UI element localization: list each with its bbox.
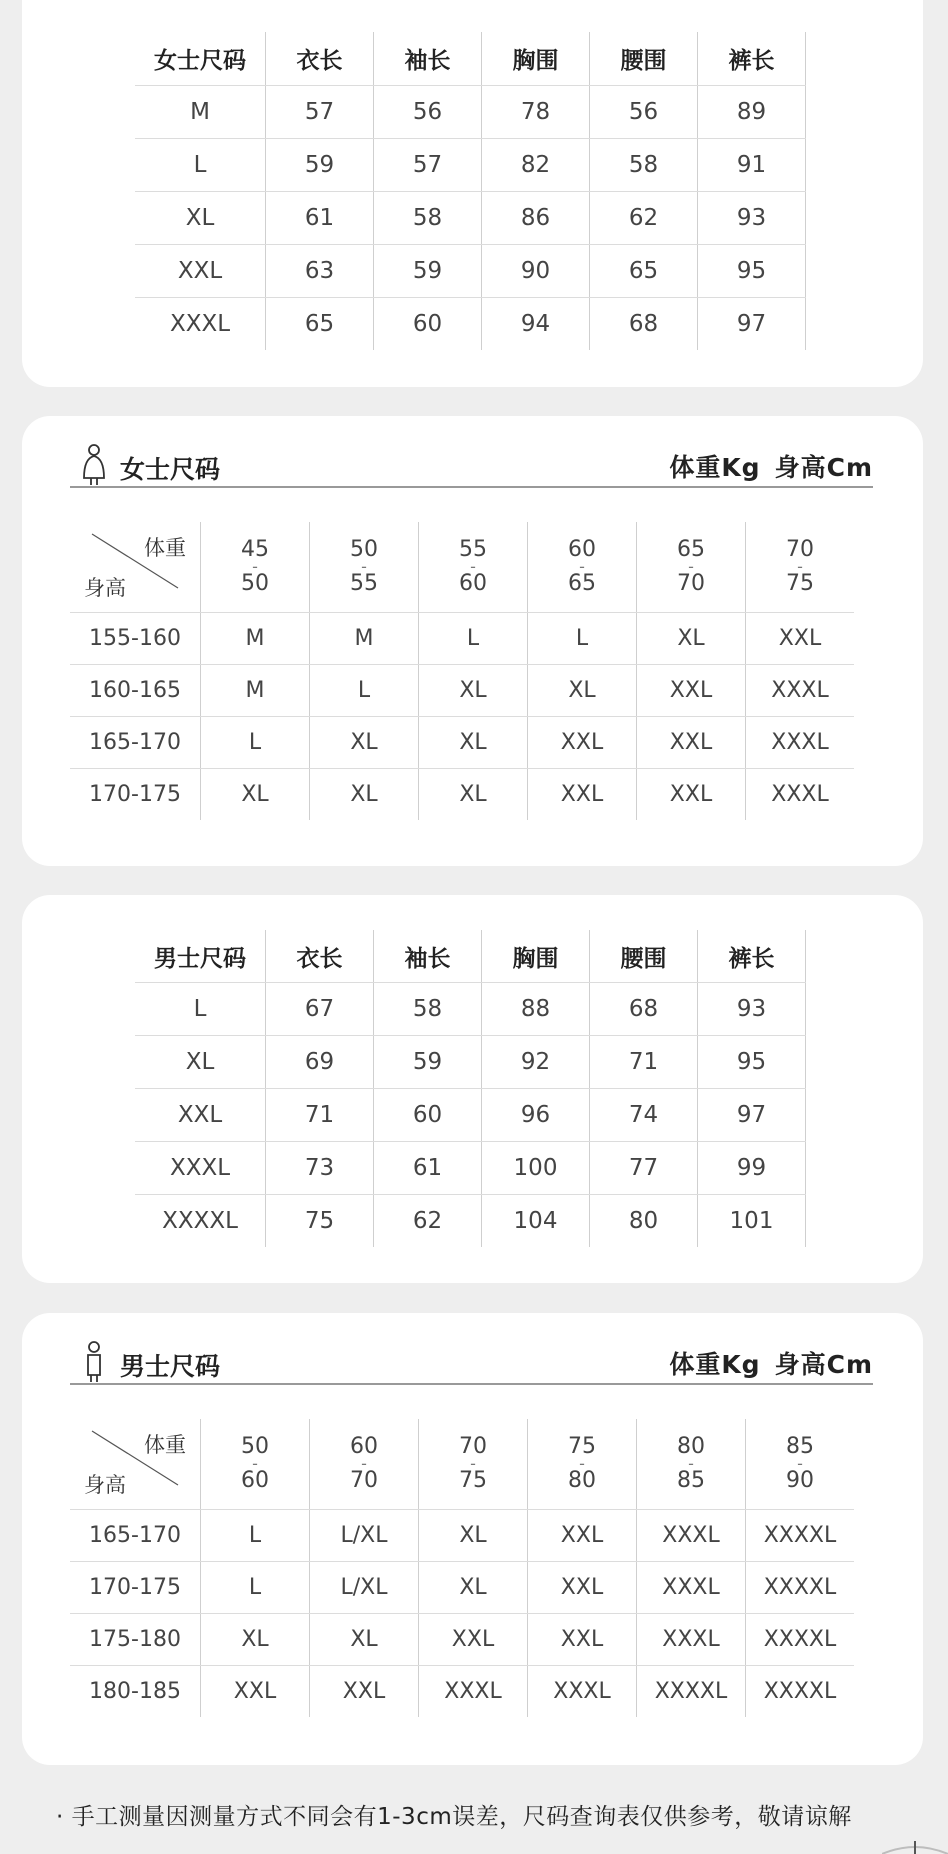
size-cell: XL bbox=[419, 665, 528, 717]
size-cell: XXL bbox=[528, 1562, 637, 1614]
size-cell: XL bbox=[135, 192, 266, 245]
men-recommend-card bbox=[22, 1313, 923, 1765]
range-start: 70 bbox=[786, 537, 814, 562]
size-cell: XXXL bbox=[637, 1510, 746, 1562]
height-range-cell: 175-180 bbox=[70, 1614, 201, 1666]
range-dash: - bbox=[579, 1454, 585, 1473]
header-row bbox=[70, 1419, 854, 1510]
value-cell: 95 bbox=[698, 1036, 806, 1089]
women-recommend-header bbox=[70, 426, 873, 488]
women-measure-card bbox=[22, 0, 923, 387]
value-cell: 58 bbox=[374, 192, 482, 245]
height-range-cell: 165-170 bbox=[70, 717, 201, 769]
size-cell: M bbox=[310, 613, 419, 665]
size-cell: XL bbox=[310, 717, 419, 769]
men-recommend-header bbox=[70, 1323, 873, 1385]
range-end: 60 bbox=[241, 1468, 269, 1493]
range-start: 45 bbox=[241, 537, 269, 562]
value-cell: 93 bbox=[698, 983, 806, 1036]
size-cell: L bbox=[201, 717, 310, 769]
range-end: 65 bbox=[568, 571, 596, 596]
table-row bbox=[135, 245, 806, 298]
value-cell: 63 bbox=[266, 245, 374, 298]
value-cell: 89 bbox=[698, 86, 806, 139]
range-dash: - bbox=[797, 557, 803, 576]
size-cell: XXXL bbox=[746, 665, 855, 717]
table-row bbox=[70, 665, 854, 717]
size-cell: XXL bbox=[201, 1666, 310, 1718]
column-header: 胸围 bbox=[482, 930, 590, 983]
range-start: 75 bbox=[568, 1434, 596, 1459]
table-row bbox=[135, 298, 806, 351]
size-cell: XXL bbox=[135, 245, 266, 298]
range-end: 70 bbox=[350, 1468, 378, 1493]
value-cell: 68 bbox=[590, 983, 698, 1036]
table-row bbox=[135, 1195, 806, 1248]
value-cell: 58 bbox=[374, 983, 482, 1036]
range-start: 70 bbox=[459, 1434, 487, 1459]
weight-range-header bbox=[419, 1419, 528, 1510]
range-dash: - bbox=[688, 557, 694, 576]
value-cell: 57 bbox=[374, 139, 482, 192]
size-cell: XL bbox=[310, 769, 419, 821]
range-dash: - bbox=[470, 557, 476, 576]
weight-range-header bbox=[746, 1419, 855, 1510]
table-row bbox=[135, 1089, 806, 1142]
size-cell: XXXXL bbox=[637, 1666, 746, 1718]
value-cell: 88 bbox=[482, 983, 590, 1036]
value-cell: 61 bbox=[374, 1142, 482, 1195]
header-row bbox=[70, 522, 854, 613]
range-end: 50 bbox=[241, 571, 269, 596]
size-cell: XL bbox=[528, 665, 637, 717]
value-cell: 69 bbox=[266, 1036, 374, 1089]
size-cell: XXL bbox=[135, 1089, 266, 1142]
value-cell: 59 bbox=[374, 1036, 482, 1089]
size-cell: XL bbox=[419, 769, 528, 821]
value-cell: 96 bbox=[482, 1089, 590, 1142]
range-start: 80 bbox=[677, 1434, 705, 1459]
value-cell: 68 bbox=[590, 298, 698, 351]
size-cell: XXL bbox=[528, 717, 637, 769]
range-dash: - bbox=[252, 1454, 258, 1473]
size-cell: XL bbox=[310, 1614, 419, 1666]
size-cell: XXL bbox=[637, 665, 746, 717]
range-end: 55 bbox=[350, 571, 378, 596]
unit-height: 身高Cm bbox=[774, 453, 873, 482]
range-start: 60 bbox=[350, 1434, 378, 1459]
size-cell: XXL bbox=[528, 1614, 637, 1666]
range-dash: - bbox=[470, 1454, 476, 1473]
range-end: 90 bbox=[786, 1468, 814, 1493]
value-cell: 99 bbox=[698, 1142, 806, 1195]
weight-range-header bbox=[637, 1419, 746, 1510]
size-cell: XL bbox=[419, 717, 528, 769]
range-start: 50 bbox=[241, 1434, 269, 1459]
men-recommend-table bbox=[70, 1419, 854, 1717]
value-cell: 80 bbox=[590, 1195, 698, 1248]
size-cell: M bbox=[135, 86, 266, 139]
weight-range-header bbox=[310, 522, 419, 613]
height-range-cell: 155-160 bbox=[70, 613, 201, 665]
column-header: 腰围 bbox=[590, 930, 698, 983]
column-header: 袖长 bbox=[374, 32, 482, 86]
range-end: 80 bbox=[568, 1468, 596, 1493]
person-icon bbox=[82, 444, 106, 486]
weight-range-header bbox=[310, 1419, 419, 1510]
column-header: 腰围 bbox=[590, 32, 698, 86]
value-cell: 97 bbox=[698, 1089, 806, 1142]
women-recommend-table bbox=[70, 522, 854, 820]
table-row bbox=[70, 1562, 854, 1614]
column-header: 衣长 bbox=[266, 32, 374, 86]
table-row bbox=[70, 613, 854, 665]
size-cell: XL bbox=[201, 769, 310, 821]
size-cell: L bbox=[135, 139, 266, 192]
range-end: 75 bbox=[786, 571, 814, 596]
unit-label bbox=[655, 1345, 873, 1381]
size-cell: XL bbox=[419, 1510, 528, 1562]
size-cell: L bbox=[310, 665, 419, 717]
value-cell: 59 bbox=[374, 245, 482, 298]
table-row bbox=[70, 1666, 854, 1718]
value-cell: 78 bbox=[482, 86, 590, 139]
value-cell: 93 bbox=[698, 192, 806, 245]
size-cell: L/XL bbox=[310, 1562, 419, 1614]
table-row bbox=[135, 86, 806, 139]
value-cell: 74 bbox=[590, 1089, 698, 1142]
value-cell: 57 bbox=[266, 86, 374, 139]
unit-height: 身高Cm bbox=[774, 1350, 873, 1379]
size-cell: XXXL bbox=[637, 1614, 746, 1666]
range-start: 85 bbox=[786, 1434, 814, 1459]
range-dash: - bbox=[252, 557, 258, 576]
value-cell: 65 bbox=[590, 245, 698, 298]
height-range-cell: 165-170 bbox=[70, 1510, 201, 1562]
value-cell: 90 bbox=[482, 245, 590, 298]
value-cell: 59 bbox=[266, 139, 374, 192]
range-dash: - bbox=[361, 557, 367, 576]
header-row bbox=[135, 32, 806, 86]
value-cell: 75 bbox=[266, 1195, 374, 1248]
size-cell: L bbox=[201, 1510, 310, 1562]
size-cell: M bbox=[201, 613, 310, 665]
height-range-cell: 170-175 bbox=[89, 782, 181, 807]
range-end: 85 bbox=[677, 1468, 705, 1493]
size-cell: L bbox=[528, 613, 637, 665]
men-measure-table bbox=[135, 930, 806, 1247]
footnote: · 手工测量因测量方式不同会有1-3cm误差，尺码查询表仅供参考，敬请谅解 bbox=[56, 1804, 852, 1830]
size-cell: XXL bbox=[310, 1666, 419, 1718]
range-dash: - bbox=[797, 1454, 803, 1473]
size-cell: XXXL bbox=[169, 311, 231, 337]
weight-range-header bbox=[201, 522, 310, 613]
column-header: 袖长 bbox=[374, 930, 482, 983]
person-icon bbox=[82, 1341, 106, 1383]
value-cell: 82 bbox=[482, 139, 590, 192]
size-cell: XXXXL bbox=[746, 1614, 855, 1666]
weight-range-header bbox=[637, 522, 746, 613]
weight-range-header bbox=[528, 1419, 637, 1510]
column-header: 胸围 bbox=[482, 32, 590, 86]
table-row bbox=[70, 717, 854, 769]
corner-cell bbox=[70, 522, 201, 613]
range-dash: - bbox=[688, 1454, 694, 1473]
size-cell: XXXL bbox=[135, 1142, 266, 1195]
column-header: 女士尺码 bbox=[135, 32, 266, 86]
size-cell: XL bbox=[637, 613, 746, 665]
table-row bbox=[70, 1614, 854, 1666]
table-row bbox=[135, 983, 806, 1036]
women-recommend-card bbox=[22, 416, 923, 866]
corner-weight-label: 体重 bbox=[144, 1433, 186, 1457]
value-cell: 104 bbox=[482, 1195, 590, 1248]
scroll-indicator bbox=[882, 1838, 948, 1854]
table-row bbox=[135, 1142, 806, 1195]
corner-height-label: 身高 bbox=[84, 1473, 126, 1497]
value-cell: 62 bbox=[590, 192, 698, 245]
weight-range-header bbox=[746, 522, 855, 613]
value-cell: 71 bbox=[266, 1089, 374, 1142]
column-header: 男士尺码 bbox=[135, 930, 266, 983]
size-cell: XXXL bbox=[419, 1666, 528, 1718]
column-header: 衣长 bbox=[266, 930, 374, 983]
size-cell: XXL bbox=[746, 613, 855, 665]
range-dash: - bbox=[579, 557, 585, 576]
table-row bbox=[70, 1510, 854, 1562]
height-range-cell: 170-175 bbox=[70, 1562, 201, 1614]
column-header: 裤长 bbox=[698, 930, 806, 983]
table-row bbox=[135, 192, 806, 245]
size-cell: XXL bbox=[528, 1510, 637, 1562]
size-cell: L bbox=[419, 613, 528, 665]
range-end: 70 bbox=[677, 571, 705, 596]
value-cell: 95 bbox=[698, 245, 806, 298]
size-cell: XL bbox=[419, 1562, 528, 1614]
size-cell: XL bbox=[135, 1036, 266, 1089]
column-header: 裤长 bbox=[698, 32, 806, 86]
value-cell: 71 bbox=[590, 1036, 698, 1089]
table-row bbox=[135, 1036, 806, 1089]
size-cell: XXXXL bbox=[746, 1562, 855, 1614]
value-cell: 67 bbox=[266, 983, 374, 1036]
size-cell: XXXL bbox=[637, 1562, 746, 1614]
value-cell: 61 bbox=[266, 192, 374, 245]
unit-weight: 体重Kg bbox=[669, 1350, 761, 1379]
range-dash: - bbox=[361, 1454, 367, 1473]
height-range-cell: 180-185 bbox=[89, 1679, 181, 1704]
corner-cell bbox=[70, 1419, 201, 1510]
value-cell: 73 bbox=[266, 1142, 374, 1195]
women-measure-table bbox=[135, 32, 806, 350]
range-start: 50 bbox=[350, 537, 378, 562]
range-end: 75 bbox=[459, 1468, 487, 1493]
value-cell: 92 bbox=[482, 1036, 590, 1089]
range-start: 65 bbox=[677, 537, 705, 562]
size-cell: XXL bbox=[528, 769, 637, 821]
size-cell: XXL bbox=[637, 717, 746, 769]
unit-label bbox=[655, 448, 873, 484]
weight-range-header bbox=[201, 1419, 310, 1510]
section-title: 女士尺码 bbox=[120, 455, 221, 484]
range-end: 60 bbox=[459, 571, 487, 596]
height-range-cell: 160-165 bbox=[70, 665, 201, 717]
size-cell: L bbox=[135, 983, 266, 1036]
corner-weight-label: 体重 bbox=[144, 536, 186, 560]
size-cell: XXXXL bbox=[746, 1666, 855, 1718]
value-cell: 62 bbox=[374, 1195, 482, 1248]
value-cell: 60 bbox=[374, 1089, 482, 1142]
corner-height-label: 身高 bbox=[84, 576, 126, 600]
size-cell: L bbox=[201, 1562, 310, 1614]
range-start: 55 bbox=[459, 537, 487, 562]
size-cell: M bbox=[201, 665, 310, 717]
size-cell: L/XL bbox=[310, 1510, 419, 1562]
value-cell: 56 bbox=[374, 86, 482, 139]
value-cell: 101 bbox=[698, 1195, 806, 1248]
value-cell: 94 bbox=[482, 298, 590, 351]
value-cell: 100 bbox=[482, 1142, 590, 1195]
men-measure-card bbox=[22, 895, 923, 1283]
value-cell: 58 bbox=[590, 139, 698, 192]
size-cell: XXXL bbox=[746, 769, 855, 821]
table-row bbox=[135, 139, 806, 192]
range-start: 60 bbox=[568, 537, 596, 562]
value-cell: 97 bbox=[698, 298, 806, 351]
size-cell: XXXXL bbox=[162, 1208, 238, 1234]
value-cell: 65 bbox=[266, 298, 374, 351]
size-cell: XXXXL bbox=[746, 1510, 855, 1562]
value-cell: 60 bbox=[374, 298, 482, 351]
weight-range-header bbox=[419, 522, 528, 613]
value-cell: 91 bbox=[698, 139, 806, 192]
unit-weight: 体重Kg bbox=[669, 453, 761, 482]
header-row bbox=[135, 930, 806, 983]
size-cell: XL bbox=[201, 1614, 310, 1666]
value-cell: 86 bbox=[482, 192, 590, 245]
value-cell: 77 bbox=[590, 1142, 698, 1195]
weight-range-header bbox=[528, 522, 637, 613]
table-row bbox=[70, 769, 854, 821]
size-cell: XXL bbox=[637, 769, 746, 821]
size-cell: XXXL bbox=[528, 1666, 637, 1718]
section-title: 男士尺码 bbox=[120, 1352, 221, 1381]
value-cell: 56 bbox=[590, 86, 698, 139]
size-cell: XXL bbox=[419, 1614, 528, 1666]
size-cell: XXXL bbox=[746, 717, 855, 769]
